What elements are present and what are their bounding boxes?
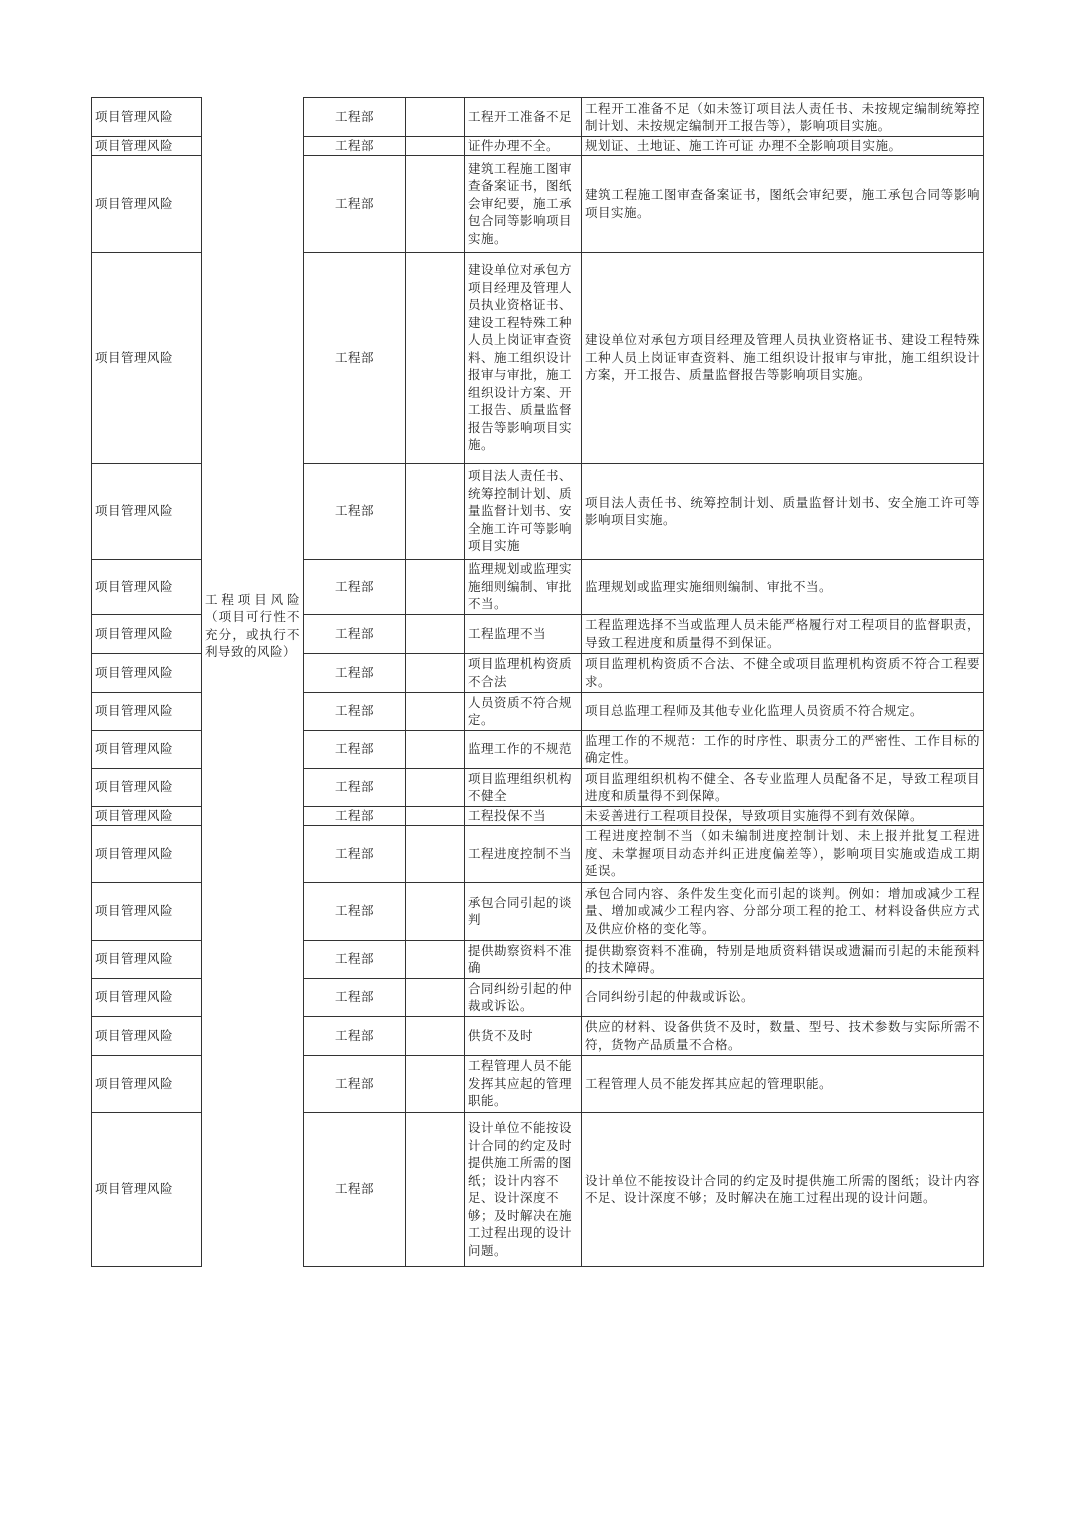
risk-category-cell: 项目管理风险 — [92, 1016, 202, 1055]
risk-description-cell: 工程监理选择不当或监理人员未能严格履行对工程项目的监督职责，导致工程进度和质量得不到保证。 — [582, 614, 984, 653]
risk-factor-cell: 监理规划或监理实施细则编制、审批不当。 — [465, 559, 582, 614]
empty-cell — [406, 1016, 465, 1055]
empty-cell — [406, 692, 465, 730]
empty-cell — [406, 98, 465, 137]
risk-factor-cell: 工程进度控制不当 — [465, 825, 582, 882]
department-cell: 工程部 — [304, 155, 406, 252]
risk-category-cell: 项目管理风险 — [92, 463, 202, 559]
risk-factor-cell: 工程管理人员不能发挥其应起的管理职能。 — [465, 1055, 582, 1112]
risk-category-cell: 项目管理风险 — [92, 137, 202, 156]
risk-table-body — [92, 98, 984, 1267]
department-cell: 工程部 — [304, 137, 406, 156]
risk-category-cell: 项目管理风险 — [92, 730, 202, 768]
risk-description-cell: 监理规划或监理实施细则编制、审批不当。 — [582, 559, 984, 614]
risk-factor-cell: 供货不及时 — [465, 1016, 582, 1055]
risk-description-cell: 未妥善进行工程项目投保，导致项目实施得不到有效保障。 — [582, 806, 984, 825]
risk-category-cell: 项目管理风险 — [92, 768, 202, 806]
department-cell: 工程部 — [304, 1016, 406, 1055]
risk-category-cell: 项目管理风险 — [92, 692, 202, 730]
risk-category-cell: 项目管理风险 — [92, 653, 202, 692]
risk-description-cell: 建筑工程施工图审查备案证书，图纸会审纪要，施工承包合同等影响项目实施。 — [582, 155, 984, 252]
risk-category-cell: 项目管理风险 — [92, 155, 202, 252]
department-cell: 工程部 — [304, 730, 406, 768]
department-cell: 工程部 — [304, 692, 406, 730]
empty-cell — [406, 155, 465, 252]
department-cell: 工程部 — [304, 882, 406, 940]
empty-cell — [406, 940, 465, 978]
risk-factor-cell: 建筑工程施工图审查备案证书，图纸会审纪要，施工承包合同等影响项目实施。 — [465, 155, 582, 252]
empty-cell — [406, 1055, 465, 1112]
risk-category-cell: 项目管理风险 — [92, 1055, 202, 1112]
risk-factor-cell: 合同纠纷引起的仲裁或诉讼。 — [465, 978, 582, 1016]
empty-cell — [406, 252, 465, 463]
department-cell: 工程部 — [304, 653, 406, 692]
empty-cell — [406, 806, 465, 825]
department-cell: 工程部 — [304, 768, 406, 806]
risk-category-cell: 项目管理风险 — [92, 614, 202, 653]
risk-factor-cell: 项目法人责任书、统筹控制计划、质量监督计划书、安全施工许可等影响项目实施 — [465, 463, 582, 559]
empty-cell — [406, 730, 465, 768]
blank-spacer-cell — [202, 98, 304, 560]
risk-factor-cell: 工程监理不当 — [465, 614, 582, 653]
risk-type-merged-cell: 工程项目风险（项目可行性不充分，或执行不利导致的风险） — [202, 559, 304, 692]
risk-category-cell: 项目管理风险 — [92, 978, 202, 1016]
risk-category-cell: 项目管理风险 — [92, 98, 202, 137]
department-cell: 工程部 — [304, 614, 406, 653]
empty-cell — [406, 882, 465, 940]
table-row — [92, 98, 984, 137]
risk-category-cell: 项目管理风险 — [92, 882, 202, 940]
risk-description-cell: 建设单位对承包方项目经理及管理人员执业资格证书、建设工程特殊工种人员上岗证审查资料、施工组织设计报审与审批，施工组织设计方案，开工报告、质量监督报告等影响项目实施。 — [582, 252, 984, 463]
department-cell: 工程部 — [304, 1055, 406, 1112]
empty-cell — [406, 1112, 465, 1266]
risk-category-cell: 项目管理风险 — [92, 940, 202, 978]
department-cell: 工程部 — [304, 252, 406, 463]
risk-description-cell: 承包合同内容、条件发生变化而引起的谈判。例如：增加或减少工程量、增加或减少工程内容、分部分项工程的抢工、材料设备供应方式及供应价格的变化等。 — [582, 882, 984, 940]
blank-spacer-cell — [202, 692, 304, 1266]
risk-factor-cell: 项目监理组织机构不健全 — [465, 768, 582, 806]
risk-description-cell: 项目监理组织机构不健全、各专业监理人员配备不足，导致工程项目进度和质量得不到保障。 — [582, 768, 984, 806]
risk-description-cell: 供应的材料、设备供货不及时，数量、型号、技术参数与实际所需不符，货物产品质量不合格。 — [582, 1016, 984, 1055]
risk-factor-cell: 工程开工准备不足 — [465, 98, 582, 137]
risk-factor-cell: 工程投保不当 — [465, 806, 582, 825]
risk-factor-cell: 证件办理不全。 — [465, 137, 582, 156]
department-cell: 工程部 — [304, 940, 406, 978]
risk-category-cell: 项目管理风险 — [92, 252, 202, 463]
risk-description-cell: 规划证、土地证、施工许可证 办理不全影响项目实施。 — [582, 137, 984, 156]
risk-description-cell: 合同纠纷引起的仲裁或诉讼。 — [582, 978, 984, 1016]
empty-cell — [406, 614, 465, 653]
risk-description-cell: 工程进度控制不当（如未编制进度控制计划、未上报并批复工程进度、未掌握项目动态并纠正进度偏差等），影响项目实施或造成工期延误。 — [582, 825, 984, 882]
empty-cell — [406, 559, 465, 614]
risk-category-cell: 项目管理风险 — [92, 559, 202, 614]
empty-cell — [406, 978, 465, 1016]
department-cell: 工程部 — [304, 463, 406, 559]
risk-factor-cell: 人员资质不符合规定。 — [465, 692, 582, 730]
risk-description-cell: 工程管理人员不能发挥其应起的管理职能。 — [582, 1055, 984, 1112]
empty-cell — [406, 825, 465, 882]
risk-category-cell: 项目管理风险 — [92, 1112, 202, 1266]
risk-category-cell: 项目管理风险 — [92, 806, 202, 825]
empty-cell — [406, 463, 465, 559]
empty-cell — [406, 137, 465, 156]
risk-category-cell: 项目管理风险 — [92, 825, 202, 882]
department-cell: 工程部 — [304, 98, 406, 137]
department-cell: 工程部 — [304, 806, 406, 825]
department-cell: 工程部 — [304, 825, 406, 882]
risk-description-cell: 提供勘察资料不准确，特别是地质资料错误或遗漏而引起的未能预料的技术障碍。 — [582, 940, 984, 978]
risk-description-cell: 项目监理机构资质不合法、不健全或项目监理机构资质不符合工程要求。 — [582, 653, 984, 692]
risk-table — [91, 97, 984, 1267]
risk-description-cell: 项目法人责任书、统筹控制计划、质量监督计划书、安全施工许可等影响项目实施。 — [582, 463, 984, 559]
risk-factor-cell: 监理工作的不规范 — [465, 730, 582, 768]
risk-factor-cell: 项目监理机构资质不合法 — [465, 653, 582, 692]
table-row — [92, 559, 984, 614]
risk-factor-cell: 设计单位不能按设计合同的约定及时提供施工所需的图纸；设计内容不足、设计深度不够；及时解决在施工过程出现的设计问题。 — [465, 1112, 582, 1266]
risk-description-cell: 工程开工准备不足（如未签订项目法人责任书、未按规定编制统筹控制计划、未按规定编制开工报告等），影响项目实施。 — [582, 98, 984, 137]
department-cell: 工程部 — [304, 1112, 406, 1266]
risk-factor-cell: 承包合同引起的谈判 — [465, 882, 582, 940]
empty-cell — [406, 768, 465, 806]
department-cell: 工程部 — [304, 559, 406, 614]
empty-cell — [406, 653, 465, 692]
risk-description-cell: 项目总监理工程师及其他专业化监理人员资质不符合规定。 — [582, 692, 984, 730]
risk-factor-cell: 建设单位对承包方项目经理及管理人员执业资格证书、建设工程特殊工种人员上岗证审查资料、施工组织设计报审与审批，施工组织设计方案、开工报告、质量监督报告等影响项目实施。 — [465, 252, 582, 463]
table-row — [92, 692, 984, 730]
risk-factor-cell: 提供勘察资料不准确 — [465, 940, 582, 978]
risk-description-cell: 设计单位不能按设计合同的约定及时提供施工所需的图纸；设计内容不足、设计深度不够；及时解决在施工过程出现的设计问题。 — [582, 1112, 984, 1266]
risk-description-cell: 监理工作的不规范：工作的时序性、职责分工的严密性、工作目标的确定性。 — [582, 730, 984, 768]
department-cell: 工程部 — [304, 978, 406, 1016]
